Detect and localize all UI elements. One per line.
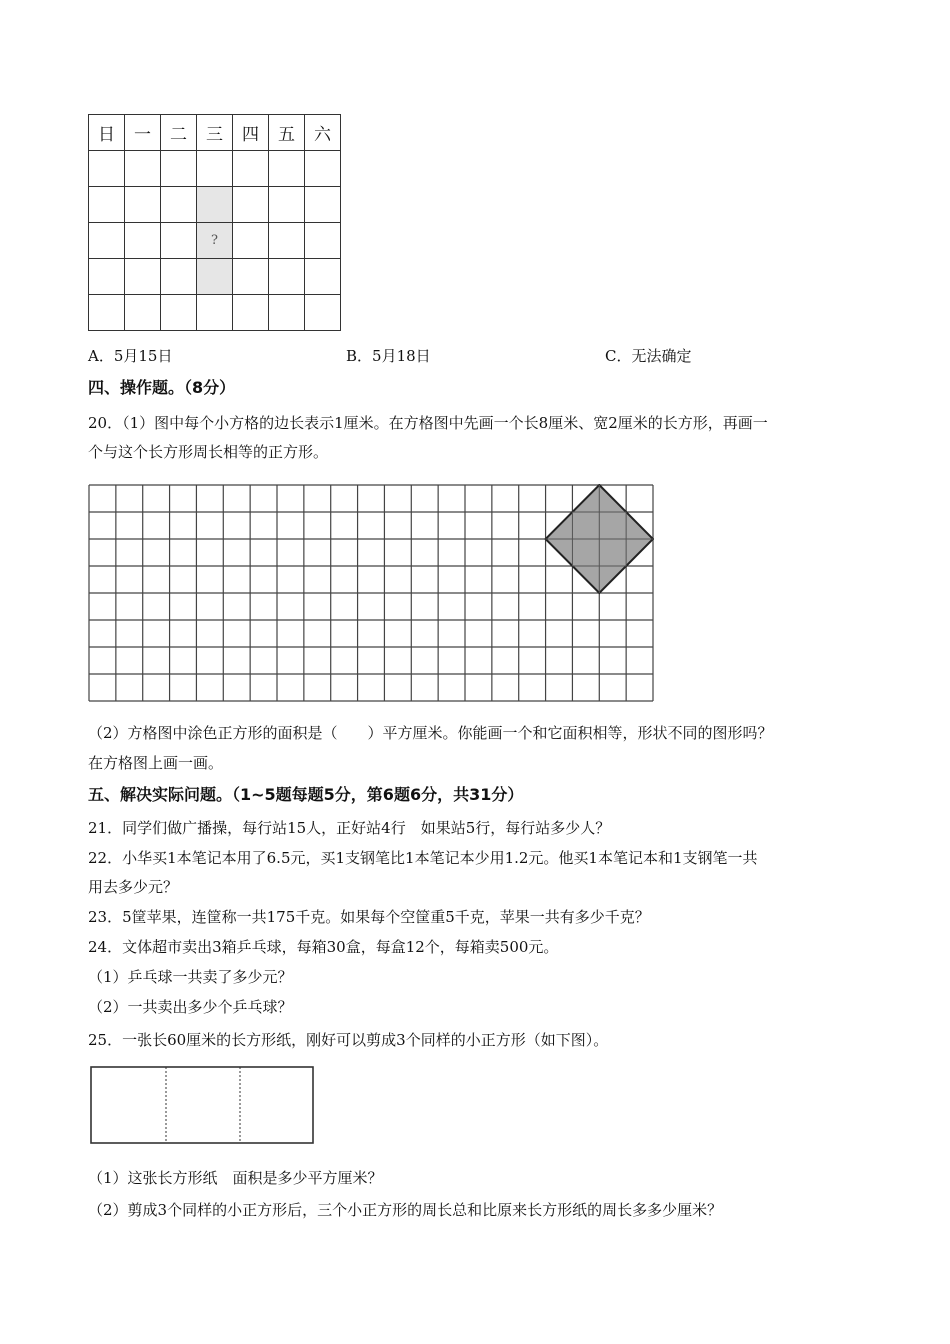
calendar-row [89, 187, 341, 223]
q20-part2-line2: 在方格图上画一画。 [88, 754, 224, 772]
option-b: B．5月18日 [346, 347, 431, 365]
q24-part1: （1）乒乓球一共卖了多少元？ [88, 968, 293, 986]
q21-text: 21．同学们做广播操，每行站15人，正好站4行 如果站5行，每行站多少人？ [88, 819, 611, 837]
option-a: A．5月15日 [88, 347, 173, 365]
calendar-header-row [89, 115, 341, 151]
q20-line1: 20．（1）图中每个小方格的边长表示1厘米。在方格图中先画一个长8厘米、宽2厘米的长方形，再画一 [88, 414, 768, 432]
calendar-header-cell: 一 [125, 115, 161, 151]
calendar-header-cell: 四 [233, 115, 269, 151]
q20-part2-line1: （2）方格图中涂色正方形的面积是（ ）平方厘米。你能画一个和它面积相等，形状不同的图形吗？ [88, 724, 773, 742]
q24-stem: 24．文体超市卖出3箱乒乓球，每箱30盒，每盒12个，每箱卖500元。 [88, 938, 559, 956]
q22-line2: 用去多少元？ [88, 878, 179, 896]
calendar-shaded-cell [197, 259, 233, 295]
section-5-title: 五、解决实际问题。（1~5题每题5分，第6题6分，共31分） [88, 785, 524, 804]
calendar-shaded-cell [197, 187, 233, 223]
calendar-row [89, 223, 341, 259]
q24-part2: （2）一共卖出多少个乒乓球？ [88, 998, 293, 1016]
calendar-row [89, 295, 341, 331]
paper-rectangle [91, 1067, 313, 1143]
square-grid [88, 484, 654, 702]
calendar-grid [88, 114, 341, 331]
paper-rectangle-figure [90, 1066, 316, 1146]
option-c: C．无法确定 [605, 347, 692, 365]
calendar-question-cell: ? [197, 223, 233, 259]
section-4-title: 四、操作题。（8分） [88, 378, 236, 397]
q25-part2: （2）剪成3个同样的小正方形后，三个小正方形的周长总和比原来长方形纸的周长多多少厘米？ [88, 1201, 723, 1219]
calendar-header-cell: 五 [269, 115, 305, 151]
calendar-header-cell: 日 [89, 115, 125, 151]
q23-text: 23．5筐苹果，连筐称一共175千克。如果每个空筐重5千克，苹果一共有多少千克？ [88, 908, 650, 926]
calendar-row [89, 151, 341, 187]
q22-line1: 22．小华买1本笔记本用了6.5元，买1支钢笔比1本笔记本少用1.2元。他买1本笔记本和1支钢笔一共 [88, 849, 758, 867]
q20-line2: 个与这个长方形周长相等的正方形。 [88, 443, 329, 461]
q25-stem: 25．一张长60厘米的长方形纸，刚好可以剪成3个同样的小正方形（如下图）。 [88, 1031, 609, 1049]
calendar-header-cell: 六 [305, 115, 341, 151]
q25-part1: （1）这张长方形纸 面积是多少平方厘米？ [88, 1169, 383, 1187]
calendar-header-cell: 三 [197, 115, 233, 151]
calendar-header-cell: 二 [161, 115, 197, 151]
calendar-row [89, 259, 341, 295]
